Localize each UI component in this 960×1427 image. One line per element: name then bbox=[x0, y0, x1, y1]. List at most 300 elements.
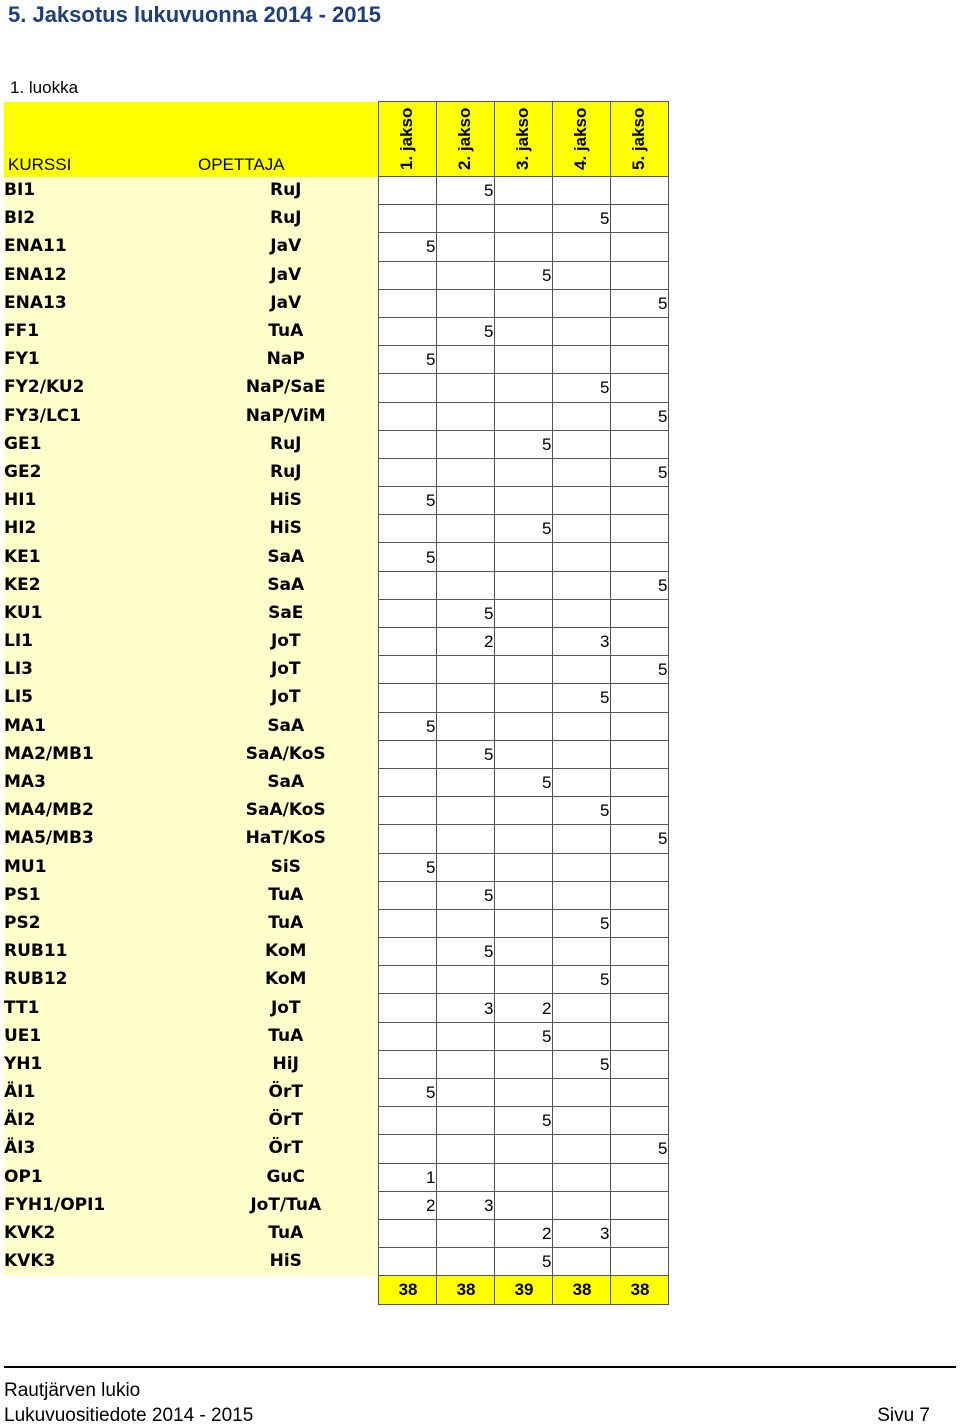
teacher-cell: HiS bbox=[194, 515, 378, 543]
period-1-cell bbox=[378, 374, 436, 402]
table-row bbox=[4, 543, 668, 571]
period-label: 2. jakso bbox=[455, 107, 474, 170]
period-5-cell bbox=[610, 1163, 668, 1191]
period-5-cell bbox=[610, 515, 668, 543]
teacher-cell: HaT/KoS bbox=[194, 825, 378, 853]
course-code-cell: FY1 bbox=[4, 346, 194, 374]
teacher-cell: TuA bbox=[194, 1022, 378, 1050]
period-4-cell bbox=[552, 994, 610, 1022]
table-row bbox=[4, 628, 668, 656]
period-3-cell: 5 bbox=[494, 261, 552, 289]
period-2-cell bbox=[436, 966, 494, 994]
period-5-cell bbox=[610, 205, 668, 233]
period-5-cell bbox=[610, 684, 668, 712]
period-1-cell bbox=[378, 205, 436, 233]
period-4-cell bbox=[552, 487, 610, 515]
table-row bbox=[4, 1163, 668, 1191]
period-2-cell bbox=[436, 1135, 494, 1163]
table-row bbox=[4, 487, 668, 515]
period-4-cell bbox=[552, 1248, 610, 1276]
table-row bbox=[4, 374, 668, 402]
period-4-cell: 5 bbox=[552, 374, 610, 402]
period-3-cell bbox=[494, 289, 552, 317]
period-1-cell bbox=[378, 317, 436, 345]
footer-document-title: Lukuvuositiedote 2014 - 2015 bbox=[4, 1405, 254, 1426]
period-1-cell bbox=[378, 909, 436, 937]
period-4-cell bbox=[552, 346, 610, 374]
period-1-cell: 5 bbox=[378, 543, 436, 571]
period-2-cell bbox=[436, 1079, 494, 1107]
period-3-cell: 5 bbox=[494, 515, 552, 543]
period-1-cell bbox=[378, 797, 436, 825]
table-row bbox=[4, 599, 668, 627]
teacher-cell: RuJ bbox=[194, 430, 378, 458]
period-5-cell bbox=[610, 177, 668, 205]
period-3-cell bbox=[494, 205, 552, 233]
course-code-cell: MA2/MB1 bbox=[4, 740, 194, 768]
teacher-cell: JaV bbox=[194, 289, 378, 317]
course-code-cell: FF1 bbox=[4, 317, 194, 345]
period-4-cell bbox=[552, 1191, 610, 1219]
teacher-cell: JoT bbox=[194, 994, 378, 1022]
period-1-cell bbox=[378, 628, 436, 656]
period-3-cell bbox=[494, 853, 552, 881]
table-row bbox=[4, 1107, 668, 1135]
teacher-cell: JoT bbox=[194, 656, 378, 684]
teacher-cell: RuJ bbox=[194, 458, 378, 486]
table-row bbox=[4, 1079, 668, 1107]
period-1-cell bbox=[378, 1219, 436, 1247]
period-2-cell bbox=[436, 261, 494, 289]
period-5-cell bbox=[610, 543, 668, 571]
column-header-course: KURSSI bbox=[4, 102, 194, 177]
table-row bbox=[4, 768, 668, 796]
table-row bbox=[4, 261, 668, 289]
period-5-cell bbox=[610, 853, 668, 881]
period-5-cell bbox=[610, 909, 668, 937]
course-code-cell: KVK3 bbox=[4, 1248, 194, 1276]
period-4-cell bbox=[552, 712, 610, 740]
period-2-cell: 5 bbox=[436, 938, 494, 966]
teacher-cell: SaA/KoS bbox=[194, 797, 378, 825]
table-row bbox=[4, 712, 668, 740]
period-2-cell bbox=[436, 1163, 494, 1191]
period-1-cell bbox=[378, 881, 436, 909]
period-5-cell bbox=[610, 712, 668, 740]
period-1-cell bbox=[378, 515, 436, 543]
course-code-cell: HI2 bbox=[4, 515, 194, 543]
period-1-cell bbox=[378, 430, 436, 458]
course-code-cell: MU1 bbox=[4, 853, 194, 881]
course-code-cell: ENA12 bbox=[4, 261, 194, 289]
period-5-cell bbox=[610, 317, 668, 345]
period-3-cell bbox=[494, 571, 552, 599]
course-code-cell: LI5 bbox=[4, 684, 194, 712]
period-5-cell: 5 bbox=[610, 656, 668, 684]
table-body bbox=[4, 177, 668, 1276]
period-5-cell bbox=[610, 1107, 668, 1135]
table-row bbox=[4, 1022, 668, 1050]
course-code-cell: RUB12 bbox=[4, 966, 194, 994]
period-4-cell: 3 bbox=[552, 628, 610, 656]
teacher-cell: HiJ bbox=[194, 1050, 378, 1078]
period-2-cell: 5 bbox=[436, 599, 494, 627]
period-1-cell bbox=[378, 825, 436, 853]
column-header-period-1 bbox=[378, 102, 436, 177]
period-3-cell bbox=[494, 543, 552, 571]
period-1-cell bbox=[378, 1050, 436, 1078]
teacher-cell: TuA bbox=[194, 317, 378, 345]
period-5-cell bbox=[610, 1219, 668, 1247]
teacher-cell: RuJ bbox=[194, 205, 378, 233]
period-3-cell bbox=[494, 1163, 552, 1191]
period-3-cell bbox=[494, 1079, 552, 1107]
period-1-cell: 5 bbox=[378, 346, 436, 374]
course-code-cell: PS2 bbox=[4, 909, 194, 937]
period-5-cell bbox=[610, 797, 668, 825]
table-row bbox=[4, 684, 668, 712]
period-1-cell bbox=[378, 740, 436, 768]
course-code-cell: ÄI3 bbox=[4, 1135, 194, 1163]
course-code-cell: ÄI2 bbox=[4, 1107, 194, 1135]
period-1-cell bbox=[378, 458, 436, 486]
course-code-cell: KE2 bbox=[4, 571, 194, 599]
period-4-cell bbox=[552, 853, 610, 881]
period-4-cell: 5 bbox=[552, 909, 610, 937]
period-5-cell bbox=[610, 768, 668, 796]
teacher-cell: JaV bbox=[194, 233, 378, 261]
period-3-cell bbox=[494, 317, 552, 345]
period-2-cell: 5 bbox=[436, 177, 494, 205]
period-1-cell: 5 bbox=[378, 853, 436, 881]
table-row bbox=[4, 289, 668, 317]
period-3-cell bbox=[494, 825, 552, 853]
period-5-cell: 5 bbox=[610, 402, 668, 430]
course-code-cell: GE2 bbox=[4, 458, 194, 486]
period-4-cell bbox=[552, 938, 610, 966]
period-2-cell bbox=[436, 1022, 494, 1050]
period-5-cell: 5 bbox=[610, 825, 668, 853]
period-1-cell: 5 bbox=[378, 1079, 436, 1107]
course-code-cell: MA4/MB2 bbox=[4, 797, 194, 825]
table-row bbox=[4, 656, 668, 684]
course-code-cell: YH1 bbox=[4, 1050, 194, 1078]
period-3-cell bbox=[494, 487, 552, 515]
period-2-cell: 5 bbox=[436, 881, 494, 909]
teacher-cell: ÖrT bbox=[194, 1079, 378, 1107]
period-4-cell bbox=[552, 317, 610, 345]
period-2-cell: 2 bbox=[436, 628, 494, 656]
period-3-cell bbox=[494, 177, 552, 205]
period-2-cell bbox=[436, 853, 494, 881]
period-5-cell bbox=[610, 374, 668, 402]
period-1-cell bbox=[378, 1022, 436, 1050]
period-5-cell bbox=[610, 1050, 668, 1078]
period-3-cell: 5 bbox=[494, 430, 552, 458]
teacher-cell: NaP/SaE bbox=[194, 374, 378, 402]
course-code-cell: MA1 bbox=[4, 712, 194, 740]
period-2-cell bbox=[436, 797, 494, 825]
table-row bbox=[4, 233, 668, 261]
period-2-cell bbox=[436, 684, 494, 712]
period-1-cell bbox=[378, 402, 436, 430]
course-code-cell: FY3/LC1 bbox=[4, 402, 194, 430]
period-2-cell bbox=[436, 430, 494, 458]
footer-divider bbox=[4, 1366, 956, 1368]
period-5-cell bbox=[610, 740, 668, 768]
period-2-cell: 3 bbox=[436, 1191, 494, 1219]
period-2-cell bbox=[436, 402, 494, 430]
teacher-cell: NaP/ViM bbox=[194, 402, 378, 430]
period-4-cell bbox=[552, 233, 610, 261]
course-code-cell: RUB11 bbox=[4, 938, 194, 966]
period-5-cell bbox=[610, 599, 668, 627]
period-1-cell bbox=[378, 1135, 436, 1163]
teacher-cell: GuC bbox=[194, 1163, 378, 1191]
period-4-cell: 5 bbox=[552, 797, 610, 825]
period-3-cell bbox=[494, 458, 552, 486]
period-3-cell bbox=[494, 1050, 552, 1078]
period-3-cell bbox=[494, 402, 552, 430]
period-1-cell: 5 bbox=[378, 712, 436, 740]
period-4-cell bbox=[552, 1079, 610, 1107]
period-3-cell: 5 bbox=[494, 1248, 552, 1276]
footer-school-name: Rautjärven lukio bbox=[4, 1380, 141, 1401]
table-row bbox=[4, 1050, 668, 1078]
period-3-cell bbox=[494, 374, 552, 402]
course-code-cell: HI1 bbox=[4, 487, 194, 515]
period-3-cell bbox=[494, 712, 552, 740]
teacher-cell: SaE bbox=[194, 599, 378, 627]
totals-spacer bbox=[194, 1276, 378, 1304]
table-row bbox=[4, 740, 668, 768]
period-label: 1. jakso bbox=[397, 107, 416, 170]
period-1-cell bbox=[378, 768, 436, 796]
table-row bbox=[4, 1248, 668, 1276]
period-label: 5. jakso bbox=[629, 107, 648, 170]
teacher-cell: HiS bbox=[194, 487, 378, 515]
period-2-cell bbox=[436, 712, 494, 740]
teacher-cell: ÖrT bbox=[194, 1135, 378, 1163]
period-3-cell bbox=[494, 740, 552, 768]
period-1-cell bbox=[378, 599, 436, 627]
period-5-cell bbox=[610, 261, 668, 289]
column-header-period-4 bbox=[552, 102, 610, 177]
period-4-cell bbox=[552, 825, 610, 853]
total-cell: 39 bbox=[494, 1276, 552, 1304]
course-code-cell: MA5/MB3 bbox=[4, 825, 194, 853]
period-1-cell: 1 bbox=[378, 1163, 436, 1191]
course-code-cell: ENA13 bbox=[4, 289, 194, 317]
period-label: 4. jakso bbox=[571, 107, 590, 170]
period-4-cell bbox=[552, 430, 610, 458]
period-4-cell bbox=[552, 740, 610, 768]
period-5-cell bbox=[610, 346, 668, 374]
table-row bbox=[4, 909, 668, 937]
total-cell: 38 bbox=[436, 1276, 494, 1304]
total-cell: 38 bbox=[610, 1276, 668, 1304]
teacher-cell: ÖrT bbox=[194, 1107, 378, 1135]
period-4-cell bbox=[552, 261, 610, 289]
period-1-cell bbox=[378, 571, 436, 599]
table-row bbox=[4, 515, 668, 543]
period-5-cell bbox=[610, 881, 668, 909]
course-code-cell: OP1 bbox=[4, 1163, 194, 1191]
period-3-cell bbox=[494, 909, 552, 937]
period-2-cell bbox=[436, 374, 494, 402]
period-4-cell: 5 bbox=[552, 205, 610, 233]
period-5-cell bbox=[610, 430, 668, 458]
teacher-cell: NaP bbox=[194, 346, 378, 374]
period-5-cell: 5 bbox=[610, 289, 668, 317]
period-4-cell bbox=[552, 656, 610, 684]
period-3-cell bbox=[494, 797, 552, 825]
column-header-period-3 bbox=[494, 102, 552, 177]
period-4-cell bbox=[552, 515, 610, 543]
table-row bbox=[4, 402, 668, 430]
period-2-cell bbox=[436, 515, 494, 543]
table-row bbox=[4, 205, 668, 233]
teacher-cell: TuA bbox=[194, 909, 378, 937]
period-4-cell: 5 bbox=[552, 966, 610, 994]
period-3-cell: 2 bbox=[494, 994, 552, 1022]
course-code-cell: KE1 bbox=[4, 543, 194, 571]
totals-spacer bbox=[4, 1276, 194, 1304]
period-2-cell bbox=[436, 487, 494, 515]
schedule-table bbox=[4, 101, 669, 1305]
period-5-cell bbox=[610, 994, 668, 1022]
period-4-cell bbox=[552, 289, 610, 317]
table-row bbox=[4, 881, 668, 909]
period-5-cell: 5 bbox=[610, 571, 668, 599]
teacher-cell: KoM bbox=[194, 966, 378, 994]
period-4-cell bbox=[552, 177, 610, 205]
period-5-cell: 5 bbox=[610, 1135, 668, 1163]
table-row bbox=[4, 430, 668, 458]
period-2-cell: 5 bbox=[436, 317, 494, 345]
period-4-cell: 5 bbox=[552, 684, 610, 712]
period-4-cell bbox=[552, 768, 610, 796]
course-code-cell: PS1 bbox=[4, 881, 194, 909]
period-1-cell bbox=[378, 938, 436, 966]
period-1-cell bbox=[378, 656, 436, 684]
course-code-cell: LI1 bbox=[4, 628, 194, 656]
period-5-cell bbox=[610, 233, 668, 261]
class-subtitle: 1. luokka bbox=[10, 78, 79, 97]
period-4-cell bbox=[552, 599, 610, 627]
period-3-cell bbox=[494, 346, 552, 374]
course-code-cell: KVK2 bbox=[4, 1219, 194, 1247]
period-4-cell bbox=[552, 1135, 610, 1163]
period-4-cell bbox=[552, 1022, 610, 1050]
period-1-cell bbox=[378, 1248, 436, 1276]
period-3-cell bbox=[494, 628, 552, 656]
table-row bbox=[4, 571, 668, 599]
period-3-cell bbox=[494, 1191, 552, 1219]
table-row bbox=[4, 177, 668, 205]
period-3-cell bbox=[494, 881, 552, 909]
period-label: 3. jakso bbox=[513, 107, 532, 170]
teacher-cell: SaA bbox=[194, 712, 378, 740]
teacher-cell: TuA bbox=[194, 881, 378, 909]
period-2-cell bbox=[436, 346, 494, 374]
teacher-cell: SaA bbox=[194, 571, 378, 599]
column-header-period-2 bbox=[436, 102, 494, 177]
period-1-cell bbox=[378, 261, 436, 289]
period-4-cell bbox=[552, 1163, 610, 1191]
teacher-cell: KoM bbox=[194, 938, 378, 966]
teacher-cell: SaA bbox=[194, 543, 378, 571]
table-row bbox=[4, 797, 668, 825]
table-row bbox=[4, 317, 668, 345]
table-header-row bbox=[4, 102, 668, 177]
teacher-cell: JoT bbox=[194, 628, 378, 656]
period-2-cell bbox=[436, 1050, 494, 1078]
teacher-cell: JoT/TuA bbox=[194, 1191, 378, 1219]
period-2-cell bbox=[436, 1219, 494, 1247]
total-cell: 38 bbox=[552, 1276, 610, 1304]
footer-page-number: Sivu 7 bbox=[877, 1405, 930, 1426]
teacher-cell: SaA/KoS bbox=[194, 740, 378, 768]
period-2-cell: 5 bbox=[436, 740, 494, 768]
period-1-cell: 2 bbox=[378, 1191, 436, 1219]
period-2-cell bbox=[436, 1248, 494, 1276]
period-4-cell bbox=[552, 543, 610, 571]
period-3-cell bbox=[494, 966, 552, 994]
column-header-period-5 bbox=[610, 102, 668, 177]
course-code-cell: ENA11 bbox=[4, 233, 194, 261]
period-3-cell: 5 bbox=[494, 1022, 552, 1050]
period-4-cell bbox=[552, 402, 610, 430]
course-code-cell: UE1 bbox=[4, 1022, 194, 1050]
period-1-cell: 5 bbox=[378, 233, 436, 261]
course-code-cell: FY2/KU2 bbox=[4, 374, 194, 402]
course-code-cell: KU1 bbox=[4, 599, 194, 627]
table-row bbox=[4, 346, 668, 374]
period-5-cell bbox=[610, 938, 668, 966]
period-2-cell bbox=[436, 289, 494, 317]
period-1-cell bbox=[378, 994, 436, 1022]
total-cell: 38 bbox=[378, 1276, 436, 1304]
period-4-cell: 5 bbox=[552, 1050, 610, 1078]
period-1-cell: 5 bbox=[378, 487, 436, 515]
period-4-cell bbox=[552, 881, 610, 909]
period-2-cell: 3 bbox=[436, 994, 494, 1022]
period-2-cell bbox=[436, 656, 494, 684]
course-code-cell: ÄI1 bbox=[4, 1079, 194, 1107]
period-1-cell bbox=[378, 684, 436, 712]
teacher-cell: RuJ bbox=[194, 177, 378, 205]
course-code-cell: FYH1/OPI1 bbox=[4, 1191, 194, 1219]
period-2-cell bbox=[436, 205, 494, 233]
course-code-cell: TT1 bbox=[4, 994, 194, 1022]
table-row bbox=[4, 994, 668, 1022]
period-5-cell bbox=[610, 1191, 668, 1219]
period-1-cell bbox=[378, 289, 436, 317]
table-row bbox=[4, 825, 668, 853]
table-row bbox=[4, 1135, 668, 1163]
table-row bbox=[4, 938, 668, 966]
table-row bbox=[4, 1191, 668, 1219]
period-1-cell bbox=[378, 1107, 436, 1135]
teacher-cell: JoT bbox=[194, 684, 378, 712]
period-2-cell bbox=[436, 768, 494, 796]
period-2-cell bbox=[436, 233, 494, 261]
period-4-cell: 3 bbox=[552, 1219, 610, 1247]
period-3-cell bbox=[494, 233, 552, 261]
column-header-teacher: OPETTAJA bbox=[194, 102, 378, 177]
period-3-cell bbox=[494, 656, 552, 684]
